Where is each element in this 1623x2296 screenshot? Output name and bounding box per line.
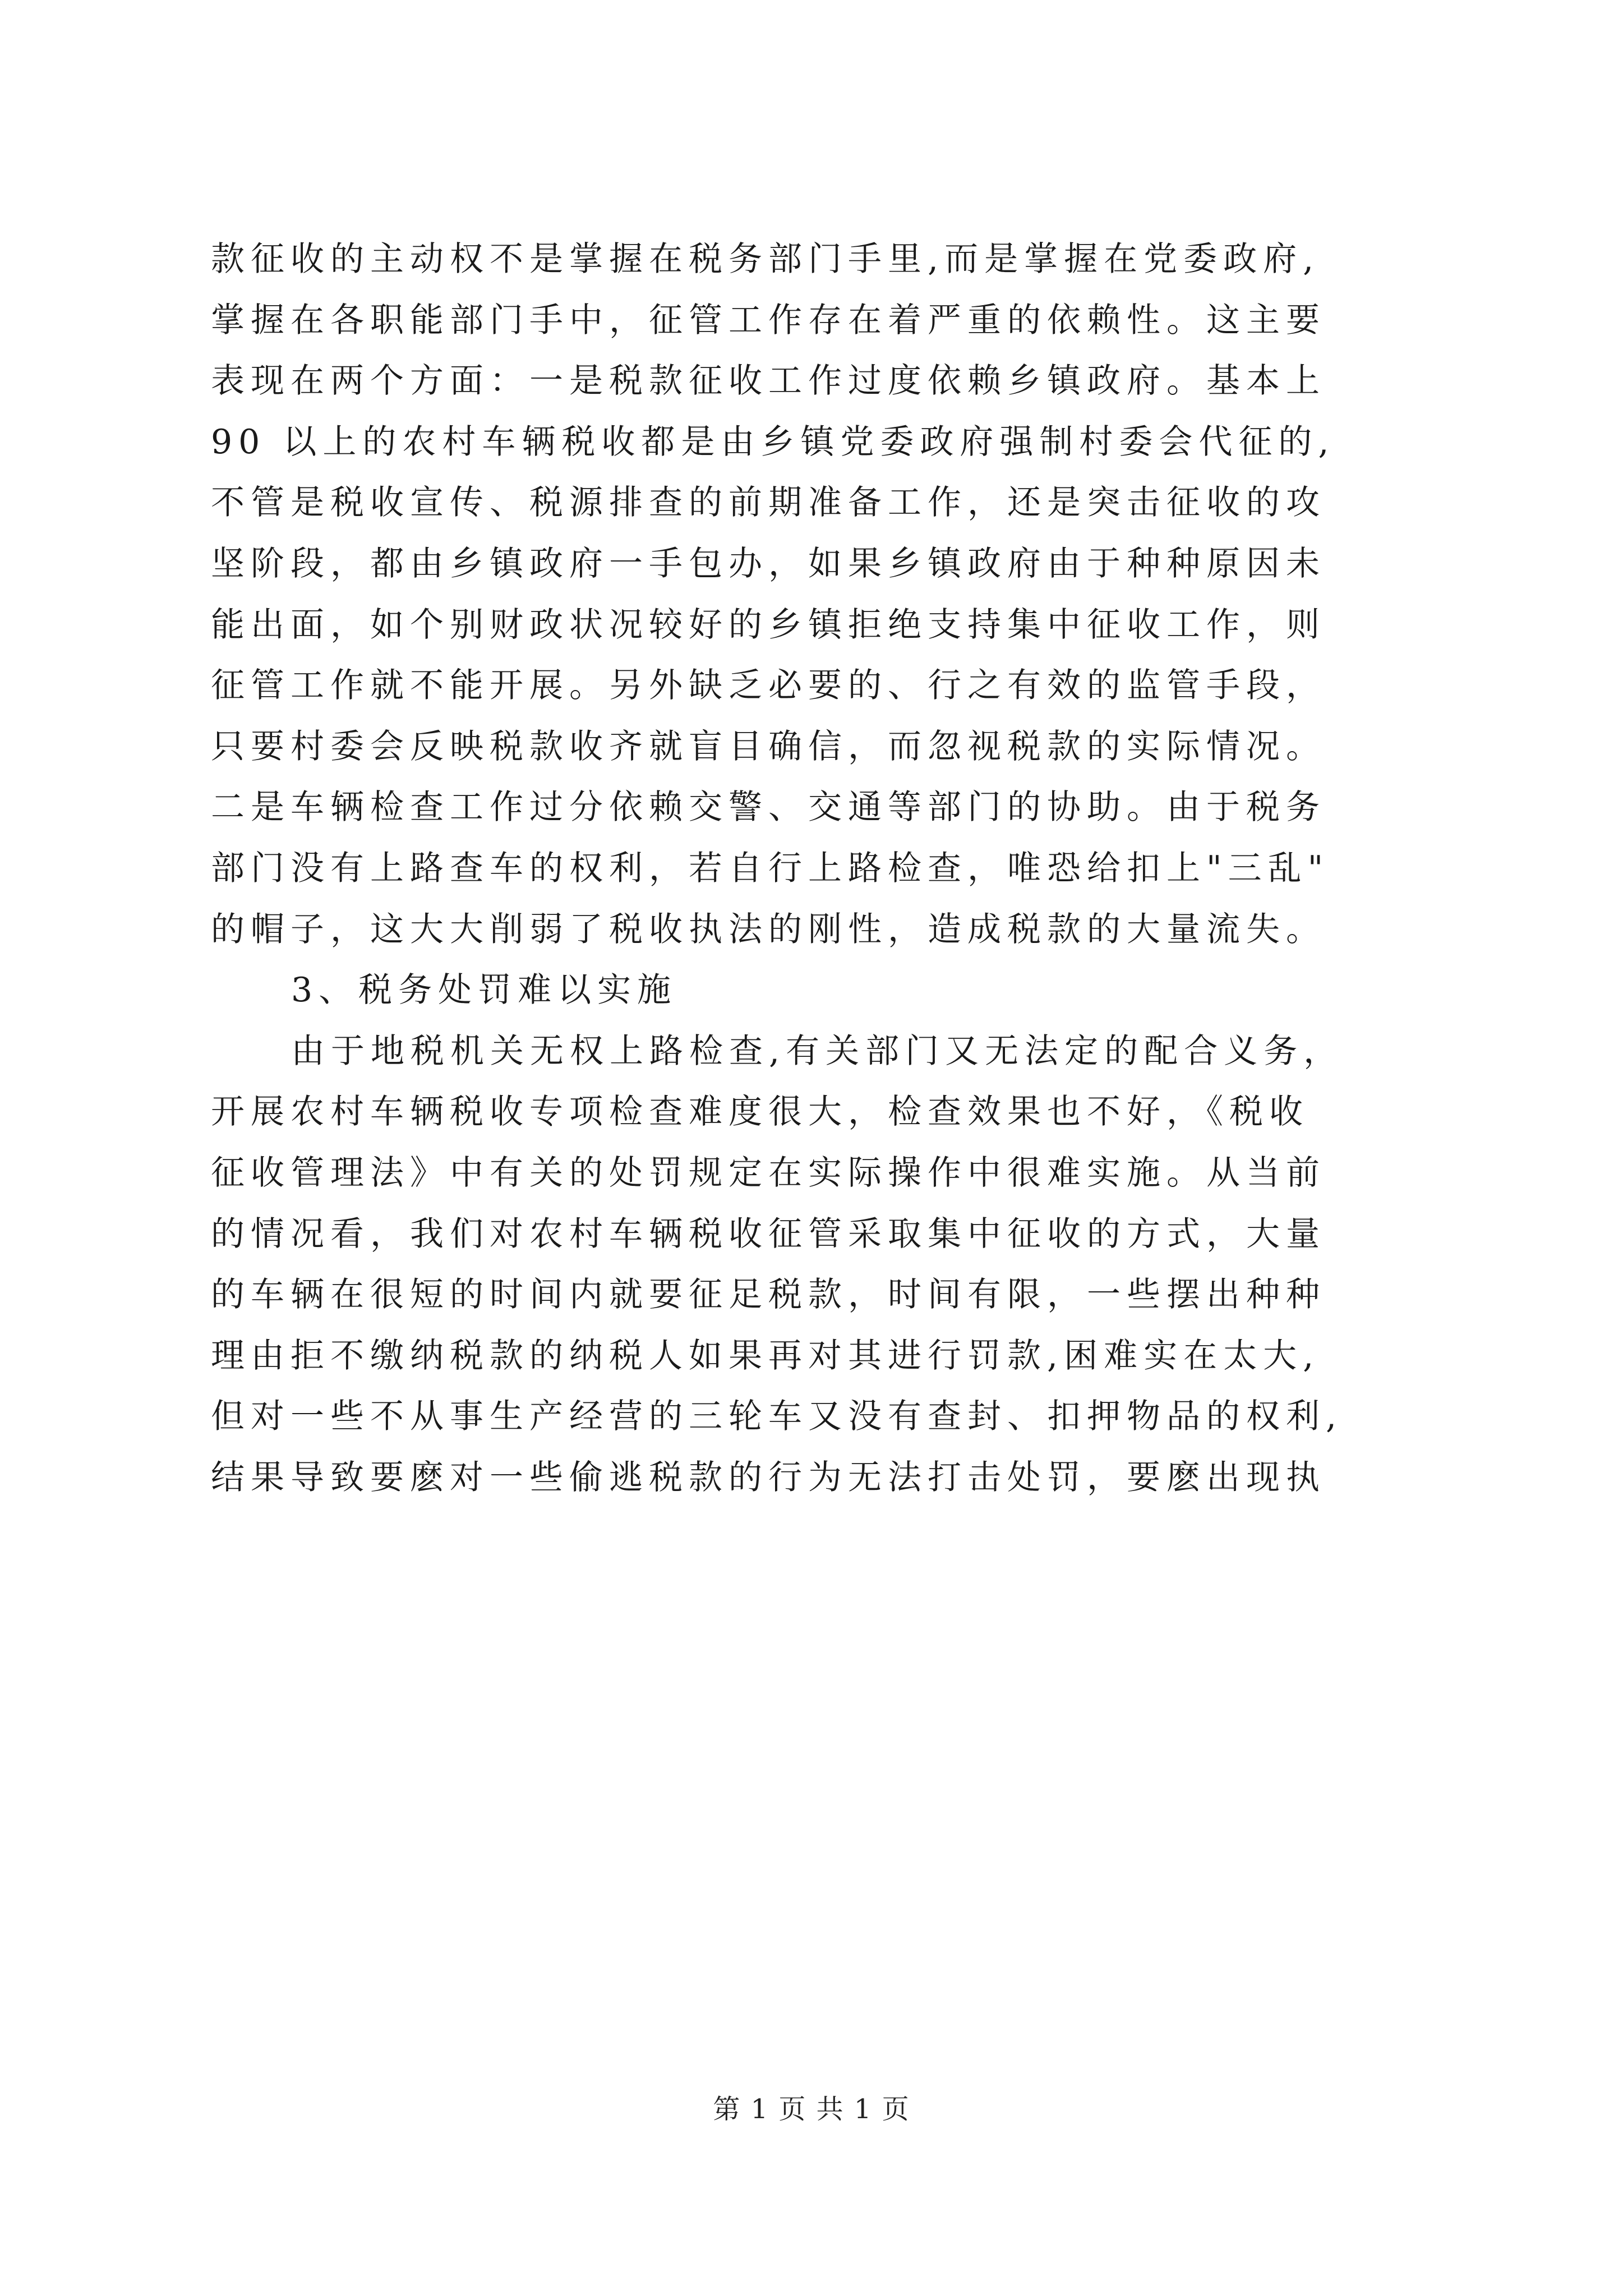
document-body bbox=[211, 229, 1439, 1508]
paragraph-line: 开展农村车辆税收专项检查难度很大，检查效果也不好，《税收 bbox=[211, 1092, 1309, 1132]
paragraph-line: 征收管理法》中有关的处罚规定在实际操作中很难实施。从当前 bbox=[211, 1153, 1326, 1193]
paragraph-line: 但对一些不从事生产经营的三轮车又没有查封、扣押物品的权利, bbox=[211, 1397, 1343, 1437]
paragraph-line: 坚阶段，都由乡镇政府一手包办，如果乡镇政府由于种种原因未 bbox=[211, 544, 1326, 583]
paragraph-line: 能出面，如个别财政状况较好的乡镇拒绝支持集中征收工作，则 bbox=[211, 605, 1326, 645]
paragraph-line: 二是车辆检查工作过分依赖交警、交通等部门的协助。由于税务 bbox=[211, 788, 1326, 827]
paragraph-line: 理由拒不缴纳税款的纳税人如果再对其进行罚款,困难实在太大, bbox=[211, 1336, 1320, 1375]
paragraph-line: 结果导致要麽对一些偷逃税款的行为无法打击处罚，要麽出现执 bbox=[211, 1457, 1326, 1497]
paragraph-line: 掌握在各职能部门手中，征管工作存在着严重的依赖性。这主要 bbox=[211, 300, 1326, 340]
paragraph-line: 由于地税机关无权上路检查,有关部门又无法定的配合义务， bbox=[291, 1031, 1344, 1071]
paragraph-line: 90 以上的农村车辆税收都是由乡镇党委政府强制村委会代征的, bbox=[211, 422, 1335, 462]
paragraph-line: 不管是税收宣传、税源排查的前期准备工作，还是突击征收的攻 bbox=[211, 483, 1326, 523]
paragraph-line: 表现在两个方面：一是税款征收工作过度依赖乡镇政府。基本上 bbox=[211, 361, 1326, 401]
page-footer: 第 1 页 共 1 页 bbox=[713, 2093, 910, 2125]
paragraph-line: 部门没有上路查车的权利，若自行上路检查，唯恐给扣上"三乱" bbox=[211, 848, 1330, 888]
paragraph-line: 的情况看，我们对农村车辆税收征管采取集中征收的方式，大量 bbox=[211, 1214, 1326, 1254]
paragraph-line: 只要村委会反映税款收齐就盲目确信，而忽视税款的实际情况。 bbox=[211, 726, 1326, 766]
section-heading: 3、税务处罚难以实施 bbox=[291, 970, 677, 1010]
paragraph-line: 的帽子，这大大削弱了税收执法的刚性，造成税款的大量流失。 bbox=[211, 909, 1326, 949]
paragraph-line: 征管工作就不能开展。另外缺乏必要的、行之有效的监管手段， bbox=[211, 666, 1326, 706]
paragraph-line: 的车辆在很短的时间内就要征足税款，时间有限，一些摆出种种 bbox=[211, 1275, 1326, 1315]
paragraph-line: 款征收的主动权不是掌握在税务部门手里,而是掌握在党委政府, bbox=[211, 240, 1320, 279]
